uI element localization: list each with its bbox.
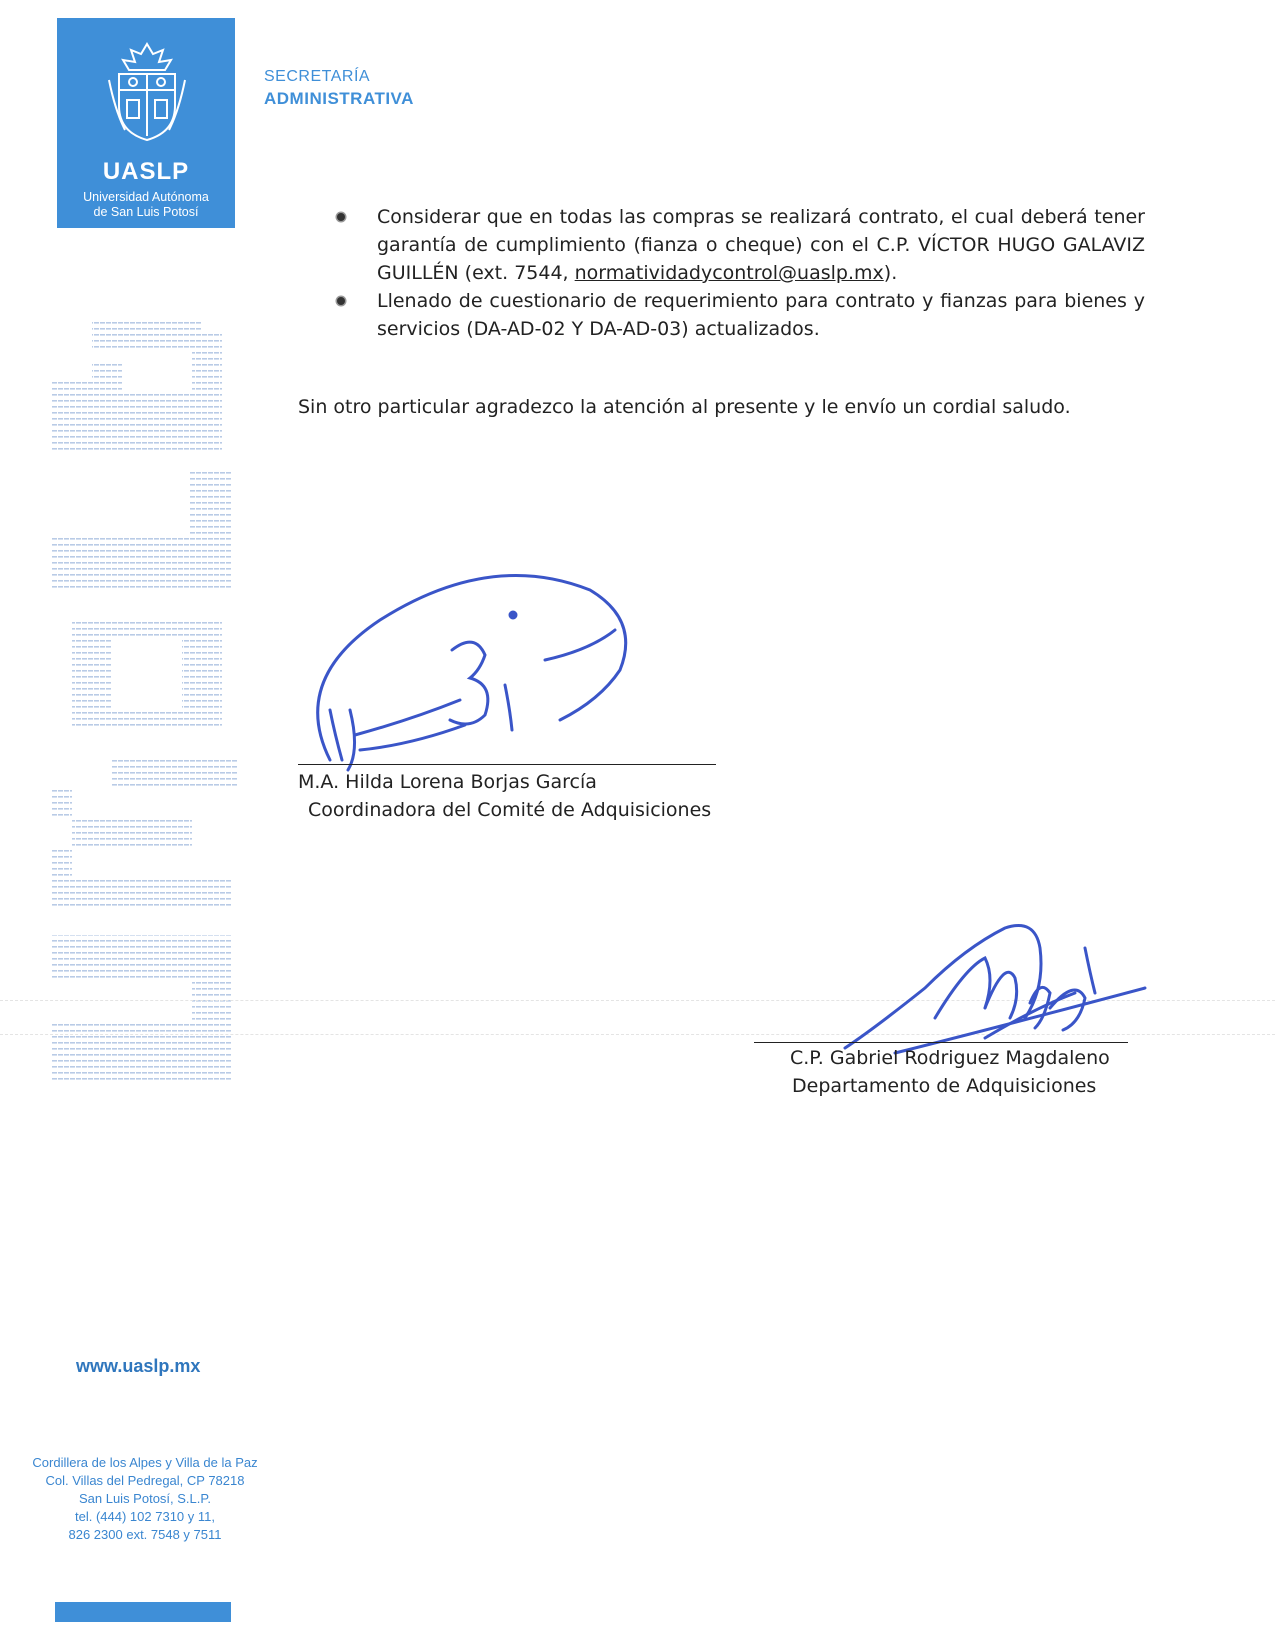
crest-icon: [105, 40, 189, 144]
bullet-text: [377, 203, 1145, 287]
closing-paragraph: Sin otro particular agradezco la atención al presente y le envío un cordial saludo.: [298, 396, 1071, 418]
bullet-icon: [335, 287, 377, 343]
signature-line: [754, 1042, 1128, 1043]
address-line: Cordillera de los Alpes y Villa de la Paz: [32, 1455, 258, 1470]
department-heading-top: SECRETARÍA: [264, 68, 371, 85]
address-line: San Luis Potosí, S.L.P.: [78, 1491, 211, 1506]
logo-name: UASLP: [102, 158, 190, 185]
department-heading-bottom: ADMINISTRATIVA: [264, 89, 414, 108]
bullet-text-before: Considerar que en todas las compras se realizará contrato, el cual deberá tener garantía de cumplimiento (fianza o cheque) con el C.P. VÍCTOR HUGO GALAVIZ GUILLÉN (ext. 7544,: [377, 206, 1145, 284]
bullet-text-after: ).: [883, 262, 898, 284]
footer-bar: [55, 1602, 231, 1622]
website-link[interactable]: www.uaslp.mx: [76, 1356, 201, 1376]
signature-hilda-borjas: [300, 560, 650, 785]
address-line: Col. Villas del Pedregal, CP 78218: [45, 1473, 245, 1488]
bullet-icon: [335, 203, 377, 287]
university-logo: [57, 18, 235, 228]
signatory-name: M.A. Hilda Lorena Borjas García: [298, 771, 597, 793]
signatory-title: Departamento de Adquisiciones: [792, 1075, 1097, 1097]
email-link[interactable]: normatividadycontrol@uaslp.mx: [574, 262, 884, 284]
bullet-text: Llenado de cuestionario de requerimiento para contrato y fianzas para bienes y servicios (DA-AD-02 Y DA-AD-03) actualizados.: [377, 290, 1145, 340]
list-item: [335, 203, 1145, 287]
postal-address: [30, 1454, 260, 1544]
requirements-list: [335, 203, 1145, 343]
list-item: [335, 287, 1145, 343]
address-line: 826 2300 ext. 7548 y 7511: [68, 1527, 222, 1542]
signature-line: [298, 764, 716, 765]
signatory-title: Coordinadora del Comité de Adquisiciones: [308, 799, 712, 821]
logo-subtitle-line1: Universidad Autónoma: [83, 190, 209, 204]
signatory-name: C.P. Gabriel Rodriguez Magdaleno: [790, 1047, 1110, 1069]
address-line: tel. (444) 102 7310 y 11,: [75, 1509, 215, 1524]
logo-subtitle-line2: de San Luis Potosí: [93, 205, 199, 219]
logo-subtitle: [57, 190, 235, 220]
